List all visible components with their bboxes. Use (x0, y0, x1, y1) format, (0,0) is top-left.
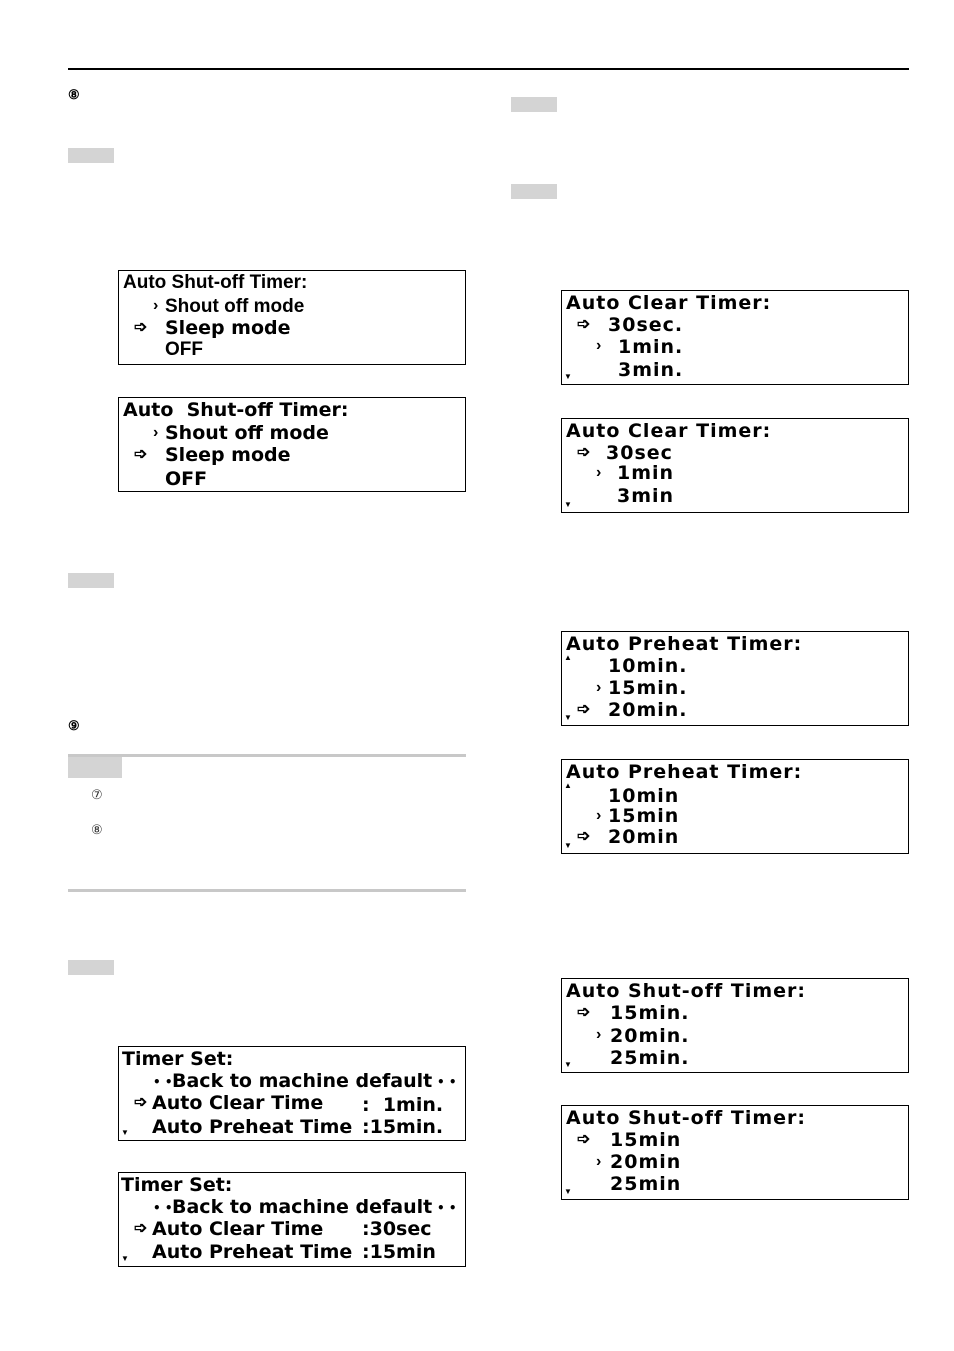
lcd-line-2-label: Auto Clear Time (152, 1092, 324, 1114)
lcd-title: Timer Set: (121, 1174, 233, 1196)
chevron-right-icon: › (596, 1026, 602, 1043)
note-top-rule (68, 754, 466, 757)
lcd-line-1: 10min (608, 785, 680, 807)
lcd-line-1: 30sec. (608, 314, 684, 336)
lcd-line-2: Sleep mode (165, 444, 291, 466)
note-marker-8: ⑧ (91, 822, 103, 837)
lcd-line-2: 15min. (608, 677, 688, 699)
lcd-line-3-value: :15min (362, 1241, 436, 1263)
lcd-title: Auto Shut-off Timer: (566, 980, 807, 1002)
lcd-auto-clear-a (561, 290, 909, 385)
lcd-shutoff-mode-a (118, 270, 466, 365)
chevron-right-icon: › (596, 464, 602, 481)
lcd-line-3: 3min (617, 485, 675, 507)
lcd-title: Auto Clear Timer: (566, 292, 772, 314)
note-marker-7: ⑦ (91, 787, 103, 802)
arrow-cursor-icon: ➩ (134, 1094, 148, 1111)
lcd-title: Auto Preheat Timer: (566, 633, 803, 655)
lcd-line-2: Sleep mode (165, 317, 291, 339)
scroll-down-icon: ▼ (564, 713, 572, 722)
lcd-line-2-label: Auto Clear Time (152, 1218, 324, 1240)
lcd-title: Auto Shut-off Timer: (123, 272, 308, 293)
arrow-cursor-icon: ➩ (577, 1004, 591, 1021)
scroll-down-icon: ▼ (564, 841, 572, 850)
lcd-line-3: 25min (610, 1173, 682, 1195)
grey-tab (511, 184, 557, 199)
lcd-auto-preheat-b (561, 759, 909, 854)
arrow-cursor-icon: ➩ (577, 316, 591, 333)
lcd-title: Timer Set: (122, 1048, 234, 1070)
chevron-right-icon: › (153, 424, 159, 441)
lcd-line-1: 15min (610, 1129, 682, 1151)
lcd-auto-preheat-a (561, 631, 909, 726)
lcd-line-2: 15min (608, 805, 680, 827)
chevron-right-icon: › (596, 1153, 602, 1170)
lcd-line-3: OFF (165, 339, 203, 360)
arrow-cursor-icon: ➩ (134, 1220, 148, 1237)
lcd-line-1: 15min. (610, 1002, 690, 1024)
lcd-line-2: 20min. (610, 1025, 690, 1047)
lcd-shutoff-minutes-b (561, 1105, 909, 1200)
chevron-right-icon: › (596, 807, 602, 824)
scroll-down-icon: ▼ (121, 1128, 129, 1137)
scroll-down-icon: ▼ (564, 1187, 572, 1196)
dot-mark: • • (437, 1075, 457, 1089)
lcd-line-2: 20min (610, 1151, 682, 1173)
lcd-line-1: Shout off mode (165, 422, 329, 444)
lcd-line-2: 1min (617, 462, 675, 484)
lcd-line-3-label: Auto Preheat Time (152, 1241, 353, 1263)
lcd-line-3-value: :15min. (362, 1116, 444, 1138)
lcd-line-3: OFF (165, 468, 208, 490)
lcd-timer-set-b (118, 1172, 466, 1267)
lcd-auto-clear-b (561, 418, 909, 513)
arrow-cursor-icon: ➩ (577, 701, 591, 718)
scroll-up-icon: ▲ (564, 653, 572, 662)
chevron-right-icon: › (153, 297, 159, 314)
dot-mark: • • (153, 1075, 173, 1089)
lcd-line-3: 20min. (608, 699, 688, 721)
lcd-line-1: Back to machine default (172, 1196, 433, 1218)
arrow-cursor-icon: ➩ (134, 446, 148, 463)
chevron-right-icon: › (596, 679, 602, 696)
note-bottom-rule (68, 889, 466, 892)
grey-tab (68, 573, 114, 588)
lcd-line-3: 3min. (618, 359, 684, 381)
lcd-line-1: 10min. (608, 655, 688, 677)
lcd-title: Auto Shut-off Timer: (123, 399, 349, 421)
grey-tab (68, 148, 114, 163)
lcd-shutoff-mode-b (118, 397, 466, 492)
dot-mark: • • (153, 1201, 173, 1215)
lcd-line-3-label: Auto Preheat Time (152, 1116, 353, 1138)
lcd-line-2-value: :30sec (362, 1218, 432, 1240)
lcd-line-1: Back to machine default (172, 1070, 433, 1092)
lcd-line-3: 25min. (610, 1047, 690, 1069)
header-rule (68, 68, 909, 70)
lcd-line-1: 30sec (606, 442, 673, 464)
lcd-timer-set-a (118, 1046, 466, 1141)
scroll-down-icon: ▼ (121, 1254, 129, 1263)
lcd-shutoff-minutes-a (561, 978, 909, 1073)
scroll-down-icon: ▼ (564, 1060, 572, 1069)
lcd-line-2-value: : 1min. (362, 1094, 444, 1116)
step-9-marker: ⑨ (68, 718, 80, 733)
dot-mark: • • (437, 1201, 457, 1215)
grey-tab (68, 960, 114, 975)
chevron-right-icon: › (596, 337, 602, 354)
arrow-cursor-icon: ➩ (134, 319, 148, 336)
arrow-cursor-icon: ➩ (577, 444, 591, 461)
step-8-marker: ⑧ (68, 87, 80, 102)
lcd-line-3: 20min (608, 826, 680, 848)
scroll-down-icon: ▼ (564, 500, 572, 509)
lcd-title: Auto Clear Timer: (566, 420, 772, 442)
scroll-up-icon: ▲ (564, 781, 572, 790)
lcd-line-1: Shout off mode (165, 296, 305, 317)
note-tab (68, 757, 122, 778)
arrow-cursor-icon: ➩ (577, 828, 591, 845)
grey-tab (511, 97, 557, 112)
lcd-title: Auto Preheat Timer: (566, 761, 803, 783)
scroll-down-icon: ▼ (564, 372, 572, 381)
lcd-title: Auto Shut-off Timer: (566, 1107, 807, 1129)
arrow-cursor-icon: ➩ (577, 1131, 591, 1148)
lcd-line-2: 1min. (618, 336, 684, 358)
